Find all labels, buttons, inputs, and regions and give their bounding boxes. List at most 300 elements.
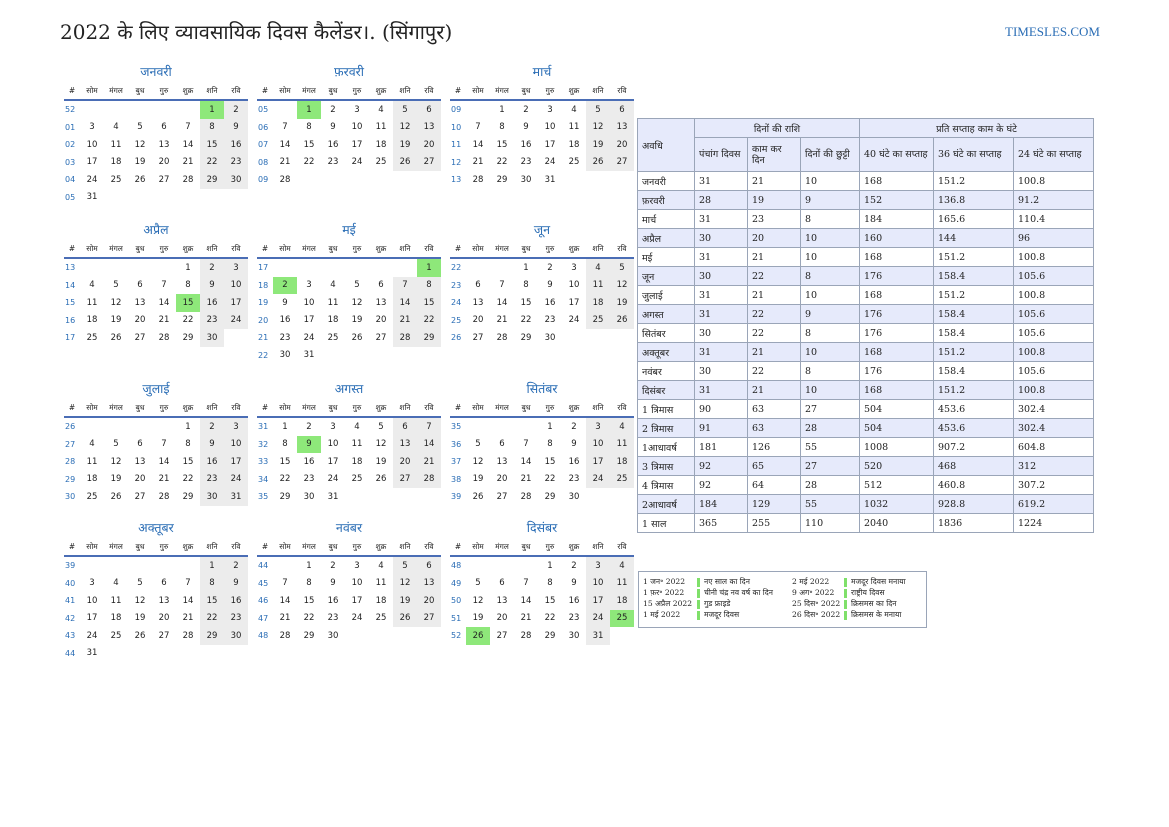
day-cell: 24 [351,157,363,168]
summary-value: 100.8 [1014,343,1094,362]
day-cell: 21 [158,315,170,326]
day-cell: 17 [224,294,248,312]
empty-cell [176,556,200,575]
weekday-header: सोम [273,538,297,556]
week-number: 20 [258,315,269,325]
empty-cell [128,556,152,575]
day-cell: 8 [547,578,553,589]
weekday-header: बुध [514,240,538,258]
week-number-header: # [64,240,80,258]
day-cell: 15 [417,294,441,312]
day-cell: 2 [523,104,529,115]
empty-cell [393,171,417,189]
day-cell: 28 [520,630,532,641]
day-cell: 23 [279,332,291,343]
weekday-header: सोम [80,240,104,258]
holiday-marker [844,589,847,598]
weekday-header: सोम [273,399,297,417]
week-number: 05 [258,105,269,115]
summary-value: 8 [801,210,860,229]
summary-value: 312 [1014,457,1094,476]
summary-value: 21 [748,286,801,305]
day-cell: 7 [523,439,529,450]
summary-value: 158.4 [934,362,1014,381]
day-cell: 16 [303,456,315,467]
day-cell: 14 [158,456,170,467]
day-cell: 4 [330,280,336,291]
month-calendar [450,222,634,347]
week-number: 21 [258,333,269,343]
day-cell: 26 [393,610,417,628]
page-title: 2022 के लिए व्यावसायिक दिवस कैलेंडर।. (सिंगापुर) [60,20,453,44]
summary-value: 30 [695,324,748,343]
day-cell: 14 [393,294,417,312]
day-cell: 8 [185,280,191,291]
day-cell: 12 [610,277,634,295]
weekday-header: सोम [80,538,104,556]
day-cell: 25 [610,471,634,489]
sub-header: पंचांग दिवस [695,138,748,172]
empty-cell [393,258,417,277]
day-cell: 13 [417,119,441,137]
day-cell: 10 [224,277,248,295]
month-calendar [64,64,248,206]
day-cell: 19 [134,613,146,624]
day-cell: 11 [375,122,387,133]
week-number: 49 [451,578,462,588]
day-cell: 20 [134,315,146,326]
day-cell: 2 [200,258,224,277]
empty-cell [417,627,441,645]
weekday-header: बुध [514,538,538,556]
weekday-header: शनि [200,82,224,100]
empty-cell [610,171,634,189]
weekday-header: शुक्र [562,240,586,258]
weekday-header: शनि [200,399,224,417]
summary-value: 1008 [860,438,934,457]
day-cell: 12 [472,456,484,467]
week-number-header: # [450,82,466,100]
day-cell: 2 [571,560,577,571]
summary-value: 1032 [860,495,934,514]
day-cell: 15 [544,456,556,467]
day-cell: 8 [200,119,224,137]
summary-value: 160 [860,229,934,248]
empty-cell [466,100,490,119]
weekday-header: गुरु [152,538,176,556]
day-cell: 10 [86,139,98,150]
summary-value: 30 [695,229,748,248]
day-cell: 11 [110,595,122,606]
period-label: 1 त्रिमास [638,400,695,419]
month-name: फ़रवरी [333,64,365,79]
summary-row [638,514,1094,533]
day-cell: 20 [417,136,441,154]
legend-holiday-name: क्रिसमस का दिन [851,599,897,608]
summary-row [638,362,1094,381]
summary-value: 63 [748,400,801,419]
week-number: 29 [65,474,76,484]
site-link[interactable]: TIMESLES.COM [1005,24,1100,39]
day-cell: 29 [279,491,291,502]
day-cell: 30 [544,332,556,343]
empty-cell [152,258,176,277]
month-table [257,538,441,645]
week-number-header: # [450,538,466,556]
weekday-header: मंगल [297,240,321,258]
day-cell: 6 [137,439,143,450]
summary-table [637,118,1094,533]
summary-value: 10 [801,248,860,267]
day-cell: 31 [544,174,556,185]
week-number: 26 [65,422,76,432]
day-cell: 21 [472,157,484,168]
day-cell: 15 [182,456,194,467]
day-cell: 25 [110,630,122,641]
day-cell: 6 [137,280,143,291]
summary-value: 100.8 [1014,248,1094,267]
weekday-header: शुक्र [562,538,586,556]
empty-cell [128,417,152,436]
summary-value: 28 [695,191,748,210]
day-cell: 14 [417,436,441,454]
day-cell: 16 [200,453,224,471]
day-cell: 18 [110,613,122,624]
summary-value: 105.6 [1014,324,1094,343]
day-cell: 4 [571,104,577,115]
day-cell: 28 [279,630,291,641]
week-number-header: # [257,538,273,556]
summary-value: 165.6 [934,210,1014,229]
day-cell: 18 [327,315,339,326]
summary-value: 184 [860,210,934,229]
month-name: जनवरी [140,64,172,79]
day-cell: 16 [224,592,248,610]
day-cell: 11 [110,139,122,150]
day-cell: 29 [520,332,532,343]
day-cell: 2 [547,262,553,273]
summary-row [638,210,1094,229]
empty-cell [128,645,152,663]
day-cell: 1 [200,100,224,119]
month-table [257,240,441,364]
period-label: जनवरी [638,172,695,191]
day-cell: 13 [417,575,441,593]
weekday-header: शनि [393,240,417,258]
period-label: अप्रैल [638,229,695,248]
day-cell: 13 [134,456,146,467]
empty-cell [369,627,393,645]
week-number: 51 [451,613,462,623]
day-cell: 6 [378,280,384,291]
summary-value: 10 [801,381,860,400]
day-cell: 16 [544,297,556,308]
day-cell: 5 [475,439,481,450]
day-cell: 29 [303,630,315,641]
weekday-header: रवि [610,82,634,100]
month-name: मार्च [532,64,552,79]
day-cell: 26 [393,154,417,172]
summary-value: 100.8 [1014,172,1094,191]
week-number: 14 [65,280,76,290]
month-name: जून [533,222,551,237]
weekday-header: बुध [128,82,152,100]
weekday-header: सोम [80,82,104,100]
summary-value: 100.8 [1014,381,1094,400]
summary-row [638,476,1094,495]
day-cell: 27 [134,332,146,343]
month-calendar [64,520,248,662]
weekday-header: रवि [417,82,441,100]
day-cell: 7 [523,578,529,589]
day-cell: 20 [158,613,170,624]
week-number: 23 [451,280,462,290]
summary-value: 31 [695,248,748,267]
day-cell: 27 [496,491,508,502]
summary-value: 176 [860,267,934,286]
summary-value: 365 [695,514,748,533]
day-cell: 26 [134,174,146,185]
summary-row [638,286,1094,305]
day-cell: 18 [375,139,387,150]
day-cell: 6 [161,578,167,589]
day-cell: 26 [351,332,363,343]
summary-value: 136.8 [934,191,1014,210]
day-cell: 9 [523,122,529,133]
holiday-marker [697,589,700,598]
summary-value: 30 [695,362,748,381]
day-cell: 20 [496,613,508,624]
day-cell: 20 [610,136,634,154]
week-number: 18 [258,280,269,290]
day-cell: 11 [86,297,98,308]
month-name: दिसंबर [526,520,558,535]
weekday-header: सोम [466,240,490,258]
legend-holiday-name: राष्ट्रीय दिवस [851,588,885,597]
day-cell: 27 [472,332,484,343]
day-cell: 28 [158,332,170,343]
empty-cell [345,347,369,365]
day-cell: 9 [571,439,577,450]
day-cell: 15 [520,297,532,308]
weekday-header: गुरु [152,399,176,417]
summary-value: 91 [695,419,748,438]
day-cell: 11 [327,297,339,308]
empty-cell [200,189,224,207]
summary-value: 21 [748,343,801,362]
week-number-header: # [257,240,273,258]
day-cell: 23 [224,610,248,628]
summary-value: 22 [748,324,801,343]
day-cell: 26 [110,332,122,343]
day-cell: 17 [544,139,556,150]
day-cell: 15 [496,139,508,150]
day-cell: 25 [110,174,122,185]
day-cell: 1 [185,262,191,273]
week-number: 43 [65,631,76,641]
day-cell: 3 [354,560,360,571]
day-cell: 25 [586,312,610,330]
week-number: 36 [451,439,462,449]
day-cell: 25 [86,332,98,343]
day-cell: 21 [417,453,441,471]
summary-value: 110.4 [1014,210,1094,229]
summary-value: 453.6 [934,419,1014,438]
day-cell: 31 [586,627,610,645]
day-cell: 27 [393,471,417,489]
summary-value: 27 [801,457,860,476]
day-cell: 21 [279,613,291,624]
week-number: 44 [65,648,76,658]
day-cell: 5 [113,280,119,291]
day-cell: 11 [375,578,387,589]
day-cell: 19 [110,474,122,485]
week-number: 39 [451,492,462,502]
day-cell: 3 [306,280,312,291]
week-number: 06 [258,122,269,132]
day-cell: 17 [327,456,339,467]
legend-date: 9 अग॰ 2022 [792,588,835,597]
day-cell: 5 [137,578,143,589]
day-cell: 7 [185,122,191,133]
day-cell: 7 [185,578,191,589]
summary-value: 23 [748,210,801,229]
day-cell: 4 [113,122,119,133]
holiday-marker [844,578,847,587]
summary-value: 928.8 [934,495,1014,514]
week-number: 02 [65,140,76,150]
weekday-header: शनि [393,538,417,556]
day-cell: 2 [200,417,224,436]
day-cell: 17 [586,592,610,610]
day-cell: 31 [327,491,339,502]
empty-cell [369,347,393,365]
summary-row [638,229,1094,248]
day-cell: 21 [520,474,532,485]
day-cell: 18 [610,592,634,610]
day-cell: 2 [273,277,297,295]
day-cell: 7 [393,277,417,295]
day-cell: 1 [523,262,529,273]
day-cell: 30 [200,329,224,347]
day-cell: 24 [86,630,98,641]
day-cell: 15 [200,136,224,154]
weekday-header: बुध [128,240,152,258]
month-calendar [450,64,634,189]
day-cell: 12 [393,119,417,137]
day-cell: 13 [472,297,484,308]
holiday-marker [697,578,700,587]
summary-value: 31 [695,305,748,324]
weekday-header: रवि [224,399,248,417]
empty-cell [200,645,224,663]
weekday-header: मंगल [104,538,128,556]
week-number: 16 [65,315,76,325]
summary-value: 151.2 [934,286,1014,305]
empty-cell [128,258,152,277]
empty-cell [369,171,393,189]
day-cell: 18 [375,595,387,606]
day-cell: 30 [568,630,580,641]
summary-row [638,381,1094,400]
weekday-header: रवि [224,82,248,100]
empty-cell [224,329,248,347]
day-cell: 17 [86,157,98,168]
month-table [257,399,441,506]
holiday-legend [638,571,927,628]
day-cell: 8 [306,578,312,589]
day-cell: 28 [472,174,484,185]
day-cell: 27 [134,491,146,502]
day-cell: 1 [547,421,553,432]
day-cell: 1 [547,560,553,571]
day-cell: 23 [224,154,248,172]
day-cell: 26 [110,491,122,502]
day-cell: 25 [327,332,339,343]
day-cell: 25 [86,491,98,502]
summary-value: 255 [748,514,801,533]
day-cell: 16 [279,315,291,326]
day-cell: 31 [86,648,98,659]
empty-cell [345,488,369,506]
day-cell: 4 [354,421,360,432]
summary-value: 184 [695,495,748,514]
summary-value: 520 [860,457,934,476]
summary-value: 31 [695,381,748,400]
period-label: 2 त्रिमास [638,419,695,438]
weekday-header: बुध [321,82,345,100]
summary-value: 21 [748,381,801,400]
day-cell: 31 [303,350,315,361]
month-calendar [257,222,441,364]
day-cell: 29 [182,491,194,502]
month-table [450,240,634,347]
day-cell: 19 [375,456,387,467]
empty-cell [586,329,610,347]
summary-value: 8 [801,267,860,286]
summary-value: 302.4 [1014,400,1094,419]
week-number: 09 [451,105,462,115]
day-cell: 7 [161,439,167,450]
summary-value: 10 [801,172,860,191]
sub-header: 40 घंटे का सप्ताह [860,138,934,172]
period-label: अक्तूबर [638,343,695,362]
day-cell: 10 [327,439,339,450]
day-cell: 23 [327,613,339,624]
day-cell: 22 [303,613,315,624]
empty-cell [490,417,514,436]
weekday-header: रवि [610,399,634,417]
empty-cell [345,627,369,645]
day-cell: 22 [200,154,224,172]
weekday-header: सोम [80,399,104,417]
weekday-header: बुध [321,399,345,417]
day-cell: 13 [158,595,170,606]
day-cell: 29 [182,332,194,343]
empty-cell [128,100,152,119]
empty-cell [80,100,104,119]
day-cell: 1 [200,556,224,575]
weekday-header: मंगल [104,82,128,100]
holiday-marker [697,611,700,620]
holiday-marker [697,600,700,609]
day-cell: 3 [586,417,610,436]
day-cell: 4 [586,258,610,277]
period-label: अगस्त [638,305,695,324]
summary-row [638,172,1094,191]
week-number: 41 [65,596,76,606]
weekday-header: शनि [393,82,417,100]
